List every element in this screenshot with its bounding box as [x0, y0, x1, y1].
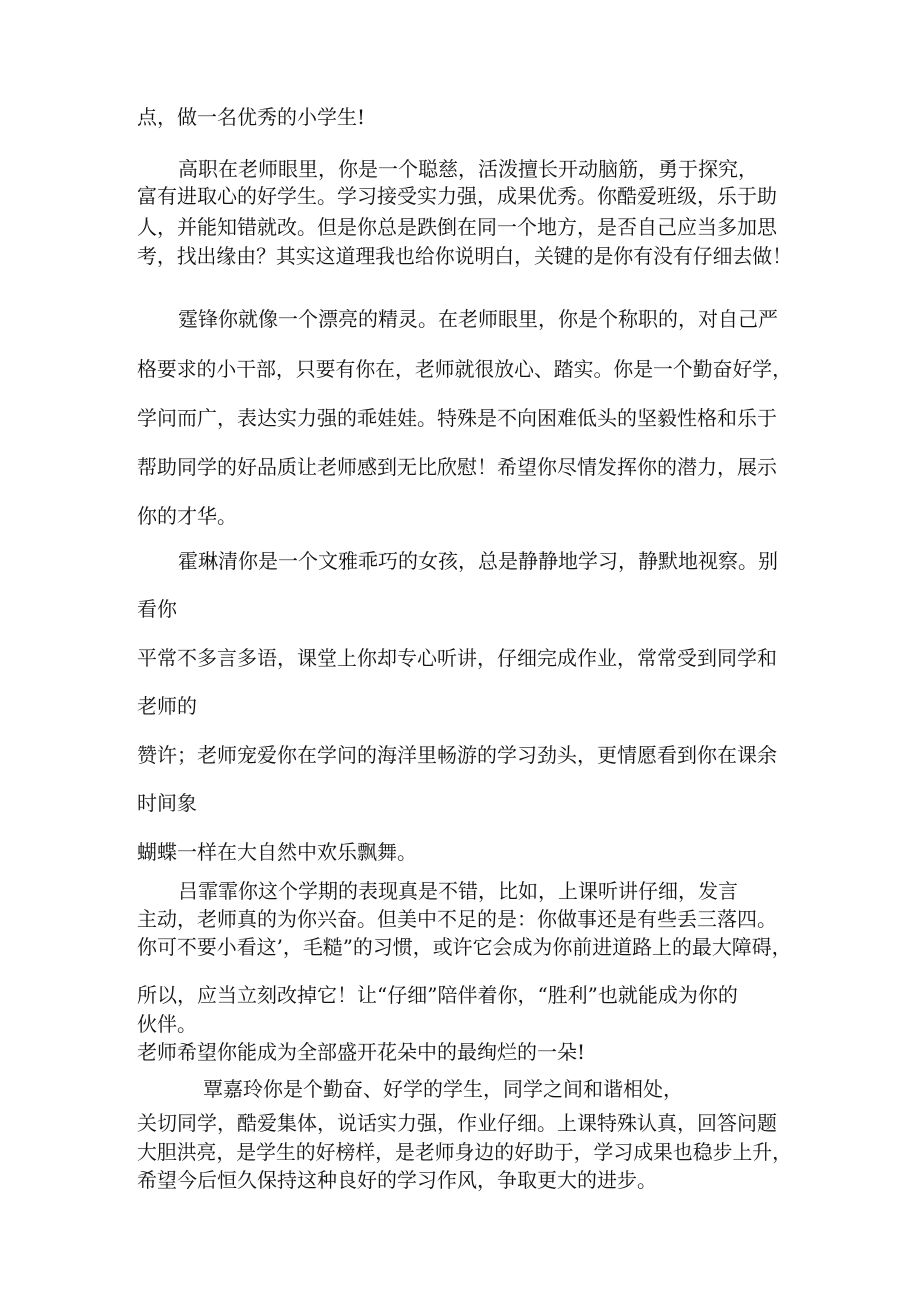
text-line: 关切同学，酷爱集体，说话实力强，作业仔细。上课特殊认真，回答问题 — [137, 1111, 777, 1135]
text-line: 格要求的小干部，只要有你在，老师就很放心、踏实。你是一个勤奋好学， — [137, 357, 792, 381]
text-line: 人，并能知错就改。但是你总是跌倒在同一个地方，是否自己应当多加思 — [137, 215, 777, 239]
text-line: 老师的 — [137, 694, 197, 718]
text-line: 帮助同学的好品质让老师感到无比欣慰！希望你尽情发挥你的潜力，展示 — [137, 455, 777, 479]
text-line: 所以，应当立刻改掉它！让“仔细”陪伴着你，“胜利”也就能成为你的 — [137, 983, 738, 1007]
text-line: 霍琳清你是一个文雅乖巧的女孩，总是静静地学习，静默地视察。别 — [178, 549, 778, 573]
text-line: 时间象 — [137, 791, 197, 815]
text-line: 考，找出缘由？其实这道理我也给你说明白，关键的是你有没有仔细去做！ — [137, 244, 792, 268]
text-line: 学问而广，表达实力强的乖娃娃。特殊是不向困难低头的坚毅性格和乐于 — [137, 406, 777, 430]
text-line: 希望今后恒久保持这种良好的学习作风，争取更大的进步。 — [137, 1168, 657, 1192]
text-line: 蝴蝶一样在大自然中欢乐飘舞。 — [137, 840, 417, 864]
text-line: 高职在老师眼里，你是一个聪慈，活泼擅长开动脑筋，勇于探究， — [178, 157, 758, 181]
text-line: 平常不多言多语，课堂上你却专心听讲，仔细完成作业，常常受到同学和 — [137, 646, 777, 670]
text-line: 吕霏霏你这个学期的表现真是不错，比如，上课听讲仔细，发言 — [178, 879, 738, 903]
text-line: 老师希望你能成为全部盛开花朵中的最绚烂的一朵! — [137, 1040, 586, 1064]
text-line: 赞许；老师宠爱你在学问的海洋里畅游的学习劲头，更情愿看到你在课余 — [137, 743, 777, 767]
text-line: 伙伴。 — [137, 1012, 197, 1036]
text-line: 点，做一名优秀的小学生! — [137, 105, 366, 129]
text-line: 大胆洪亮，是学生的好榜样，是老师身边的好助于，学习成果也稳步上升， — [137, 1140, 792, 1164]
text-line: 你可不要小看这’，毛糙”的习惯，或许它会成为你前进道路上的最大障碍， — [137, 935, 792, 959]
text-line: 看你 — [137, 597, 177, 621]
text-line: 覃嘉玲你是个勤奋、好学的学生，同学之间和谐相处， — [203, 1077, 683, 1101]
text-line: 主动，老师真的为你兴奋。但美中不足的是：你做事还是有些丢三落四。 — [137, 907, 777, 931]
text-line: 霆锋你就像一个漂亮的精灵。在老师眼里，你是个称职的，对自己严 — [178, 307, 778, 331]
text-line: 富有进取心的好学生。学习接受实力强，成果优秀。你酷爱班级，乐于助 — [137, 184, 777, 208]
text-line: 你的才华。 — [137, 504, 237, 528]
